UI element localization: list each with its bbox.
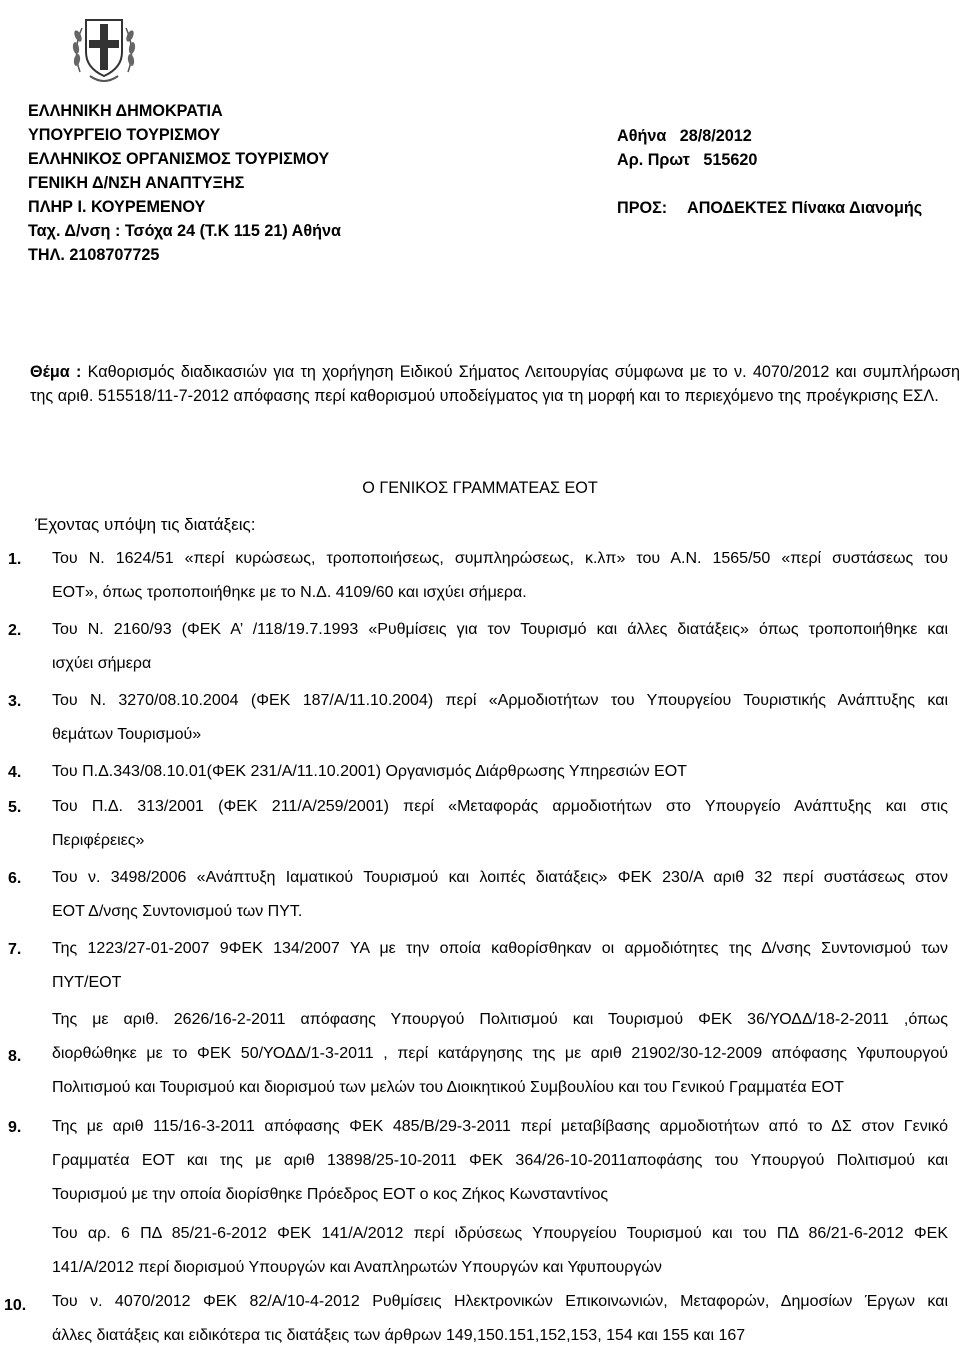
list-item [52,1221,948,1349]
item-line: Της με αριθ 115/16-3-2011 απόφασης ΦΕΚ 485/Β/29-3-2011 περί μεταβίβασης αρμοδιοτήτων από το ΔΣ στον Γενικό [52,1118,948,1135]
item-line: Της 1223/27-01-2007 9ΦΕΚ 134/2007 ΥΑ με την οποία καθορίσθηκαν οι αρμοδιότητες της Δ/νσης Συντονισμού των [52,940,948,957]
item-number: 5. [8,799,22,816]
item-line: Πολιτισμού και Τουρισμού και διορισμού των μελών του Διοικητικού Συμβουλίου και του Γενικού Γραμματέα ΕΟΤ [52,1079,844,1096]
item-line: ΕΟΤ Δ/νσης Συντονισμού των ΠΥΤ. [52,903,303,920]
date-label: Αθήνα [617,127,667,145]
item-line: Του Π.Δ. 313/2001 (ΦΕΚ 211/Α/259/2001) περί «Μεταφοράς αρμοδιοτήτων στο Υπουργείο Ανάπτυξης και στις [52,798,948,815]
subject [30,360,960,408]
list-item [52,865,948,925]
sender-line: ΠΛΗΡ Ι. ΚΟΥΡΕΜΕΝΟΥ [28,198,206,216]
item-number: 6. [8,870,22,887]
item-number: 9. [8,1119,22,1136]
subject-line: της αριθ. 515518/11-7-2012 απόφασης περί καθορισμού υποδείγματος για τη μορφή και το περιεχόμενο της προέγκρισης ΕΣΛ. [30,387,939,405]
item-line: Της με αριθ. 2626/16-2-2011 απόφασης Υπουργού Πολιτισμού και Τουρισμού ΦΕΚ 36/ΥΟΔΔ/18-2-2011 ,όπως [52,1011,948,1028]
sender-block [28,99,341,267]
sender-line: ΓΕΝΙΚΗ Δ/ΝΣΗ ΑΝΑΠΤΥΞΗΣ [28,174,245,192]
item-line: Του ν. 4070/2012 ΦΕΚ 82/Α/10-4-2012 Ρυθμίσεις Ηλεκτρονικών Επικοινωνιών, Μεταφορών, Δημοσίων Έργων και [52,1293,948,1310]
item-line: Τουρισμού με την οποία διορίσθηκε Πρόεδρος ΕΟΤ ο κος Ζήκος Κωνσταντίνος [52,1186,609,1203]
sender-line: ΤΗΛ. 2108707725 [28,246,160,264]
item-line: ισχύει σήμερα [52,655,152,672]
item-line: ΠΥΤ/ΕΟΤ [52,974,122,991]
item-line: Του Ν. 3270/08.10.2004 (ΦΕΚ 187/Α/11.10.2004) περί «Αρμοδιοτήτων του Υπουργείου Τουριστικής Ανάπτυξης και [52,692,948,709]
protocol-value: 515620 [703,151,758,169]
subject-line: Καθορισμός διαδικασιών για τη χορήγηση Ειδικού Σήματος Λειτουργίας σύμφωνα με το ν. 4070/2012 και συμπλήρωση [87,363,960,381]
date-value: 28/8/2012 [679,127,752,145]
item-line: Του Ν. 1624/51 «περί κυρώσεως, τροποποιήσεως, συμπληρώσεως, κ.λπ» του Α.Ν. 1565/50 «περί συστάσεως του [52,550,948,567]
item-line: Περιφέρειες» [52,832,145,849]
list-item [52,546,948,606]
list-item [52,688,948,748]
item-line: Γραμματέα ΕΟΤ και της με αριθ 13898/25-10-2011 ΦΕΚ 364/26-10-2011αποφάσης του Υπουργού Πολιτισμού και [52,1152,948,1169]
greek-emblem-icon [70,10,138,90]
sender-line: ΕΛΛΗΝΙΚΗ ΔΗΜΟΚΡΑΤΙΑ [28,102,223,120]
subject-label: Θέμα : [30,363,82,381]
to-label: ΠΡΟΣ: [617,199,668,217]
item-line: ΕΟΤ», όπως τροποποιήθηκε με το Ν.Δ. 4109/60 και ισχύει σήμερα. [52,584,527,601]
item-line: θεμάτων Τουρισμού» [52,726,202,743]
item-number: 1. [8,551,22,568]
list-item [52,936,948,996]
list-item [52,617,948,677]
sender-line: ΥΠΟΥΡΓΕΙΟ ΤΟΥΡΙΣΜΟΥ [28,126,221,144]
document-heading: Ο ΓΕΝΙΚΟΣ ΓΡΑΜΜΑΤΕΑΣ ΕΟΤ [362,479,598,497]
item-number: 3. [8,693,22,710]
item-number: 2. [8,622,22,639]
item-line: Του αρ. 6 ΠΔ 85/21-6-2012 ΦΕΚ 141/Α/2012 περί ιδρύσεως Υπουργείου Τουρισμού και του ΠΔ 86/21-6-2012 ΦΕΚ [52,1225,948,1242]
item-line: Του Π.Δ.343/08.10.01(ΦΕΚ 231/Α/11.10.2001) Οργανισμός Διάρθρωσης Υπηρεσιών ΕΟΤ [52,763,687,780]
item-line: Του Ν. 2160/93 (ΦΕΚ Α’ /118/19.7.1993 «Ρυθμίσεις για τον Τουρισμό και άλλες διατάξεις» όπως τροποποιήθηκε και [52,621,948,638]
sender-line: ΕΛΛΗΝΙΚΟΣ ΟΡΓΑΝΙΣΜΟΣ ΤΟΥΡΙΣΜΟΥ [28,150,330,168]
item-number: 10. [4,1297,27,1314]
item-line: άλλες διατάξεις και ειδικότερα τις διατάξεις των άρθρων 149,150.151,152,153, 154 και 155 και 167 [52,1327,746,1344]
protocol-label: Αρ. Πρωτ [617,151,690,169]
list-item [52,1114,948,1208]
intro-text: Έχοντας υπόψη τις διατάξεις: [35,515,256,534]
meta-block [617,124,922,220]
list-item [52,759,948,785]
item-number: 4. [8,764,22,781]
sender-line: Ταχ. Δ/νση : Τσόχα 24 (Τ.Κ 115 21) Αθήνα [28,222,341,240]
list-item [52,794,948,854]
to-value: ΑΠΟΔΕΚΤΕΣ Πίνακα Διανομής [687,199,923,217]
item-number: 8. [8,1048,22,1065]
item-line: διορθώθηκε με το ΦΕΚ 50/ΥΟΔΔ/1-3-2011 , περί κατάργησης της με αριθ 21902/30-12-2009 απόφασης Υφυπουργού [52,1045,948,1062]
list-item [52,1007,948,1101]
item-line: 141/Α/2012 περί διορισμού Υπουργών και Αναπληρωτών Υπουργών και Υφυπουργών [52,1259,662,1276]
item-line: Του ν. 3498/2006 «Ανάπτυξη Ιαματικού Τουρισμού και λοιπές διατάξεις» ΦΕΚ 230/Α αριθ 32 περί συστάσεως στον [52,869,948,886]
item-number: 7. [8,941,22,958]
